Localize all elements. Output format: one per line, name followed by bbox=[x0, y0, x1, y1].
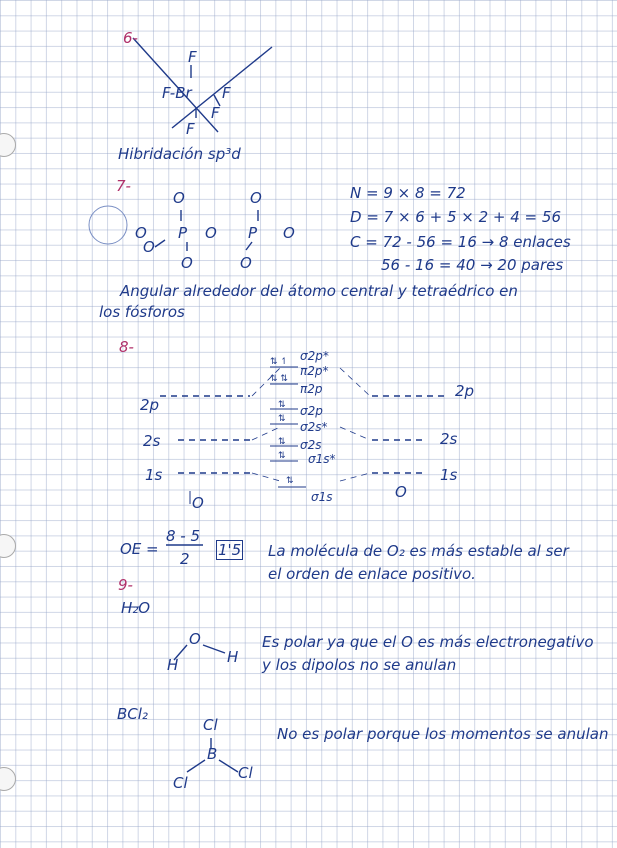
sigma-2p-label: σ2p bbox=[300, 404, 323, 418]
water-formula: H₂O bbox=[121, 599, 151, 617]
electron-arrows: ⇅ bbox=[286, 476, 294, 486]
orbital-label-right-2p: 2p bbox=[455, 382, 475, 400]
oxygen-4: O bbox=[283, 224, 295, 242]
oxygen-5: O bbox=[143, 238, 155, 256]
electron-arrows: ⇅ ↿ bbox=[270, 357, 288, 367]
oxygen-2: O bbox=[250, 189, 262, 207]
polarity-text-1: Es polar ya que el O es más electronegativo bbox=[262, 633, 594, 651]
orbital-label-left-1s: 1s bbox=[145, 466, 163, 484]
pi-2p-star-label: π2p* bbox=[300, 364, 329, 378]
chlorine-top: Cl bbox=[203, 716, 218, 734]
sigma-2s-label: σ2s bbox=[300, 438, 322, 452]
stability-text-2: el orden de enlace positivo. bbox=[268, 565, 476, 583]
electron-arrows: ⇅ ⇅ bbox=[270, 374, 288, 384]
sigma-2p-star-label: σ2p* bbox=[300, 349, 329, 363]
question-9-number: 9- bbox=[118, 576, 133, 594]
fluorine-right-2: F bbox=[211, 104, 220, 122]
geometry-text-2: los fósforos bbox=[99, 303, 185, 321]
polarity-text-2: y los dipolos no se anulan bbox=[262, 656, 457, 674]
bond-order-label: OE = bbox=[120, 540, 159, 558]
oxygen-1: O bbox=[173, 189, 185, 207]
bcl2-formula: BCl₂ bbox=[117, 705, 148, 723]
pi-2p-label: π2p bbox=[300, 382, 323, 396]
bond-order-result: 1'5 bbox=[218, 541, 242, 559]
chlorine-right: Cl bbox=[238, 764, 253, 782]
geometry-text-1: Angular alrededor del átomo central y tetraédrico en bbox=[120, 282, 518, 300]
boron: B bbox=[207, 745, 218, 763]
electron-arrows: ⇅ bbox=[278, 451, 286, 461]
question-8-number: 8- bbox=[119, 338, 134, 356]
orbital-label-right-1s: 1s bbox=[440, 466, 458, 484]
question-6-number: 6- bbox=[123, 29, 138, 47]
phosphorus-2: P bbox=[248, 224, 258, 242]
electron-arrows: ⇅ bbox=[278, 400, 286, 410]
oxygen-6: O bbox=[181, 254, 193, 272]
bond-order-denominator: 2 bbox=[180, 550, 190, 568]
electron-arrows: ⇅ bbox=[278, 437, 286, 447]
electron-count-d: D = 7 × 6 + 5 × 2 + 4 = 56 bbox=[350, 208, 561, 226]
phosphorus-1: P bbox=[178, 224, 188, 242]
oxygen-atom-left: O bbox=[192, 494, 204, 512]
fluorine-bottom: F bbox=[186, 120, 195, 138]
oxygen-bridge: O bbox=[205, 224, 217, 242]
hybridization-text: Hibridación sp³d bbox=[118, 145, 241, 163]
electron-pairs: 56 - 16 = 40 → 20 pares bbox=[381, 256, 564, 274]
fluorine-bromine-left: F-Br bbox=[162, 84, 192, 102]
chlorine-left: Cl bbox=[173, 774, 188, 792]
electron-count-n: N = 9 × 8 = 72 bbox=[350, 184, 466, 202]
question-7-number: 7- bbox=[116, 177, 131, 195]
water-hydrogen-left: H bbox=[167, 656, 179, 674]
orbital-label-left-2s: 2s bbox=[143, 432, 161, 450]
oxygen-3: O bbox=[135, 224, 147, 242]
water-oxygen: O bbox=[189, 630, 201, 648]
nonpolar-text: No es polar porque los momentos se anulan bbox=[277, 725, 609, 743]
fluorine-top: F bbox=[188, 48, 197, 66]
orbital-label-left-2p: 2p bbox=[140, 396, 160, 414]
electron-arrows: ⇅ bbox=[278, 414, 286, 424]
sigma-1s-star-label: σ1s* bbox=[308, 452, 336, 466]
oxygen-7: O bbox=[240, 254, 252, 272]
stability-text-1: La molécula de O₂ es más estable al ser bbox=[268, 542, 569, 560]
sigma-2s-star-label: σ2s* bbox=[300, 420, 328, 434]
fluorine-right-1: F bbox=[222, 84, 231, 102]
sigma-1s-label: σ1s bbox=[311, 490, 333, 504]
oxygen-atom-right: O bbox=[395, 483, 407, 501]
electron-count-c: C = 72 - 56 = 16 → 8 enlaces bbox=[350, 233, 571, 251]
orbital-label-right-2s: 2s bbox=[440, 430, 458, 448]
water-hydrogen-right: H bbox=[227, 648, 239, 666]
bond-order-numerator: 8 - 5 bbox=[166, 527, 201, 545]
